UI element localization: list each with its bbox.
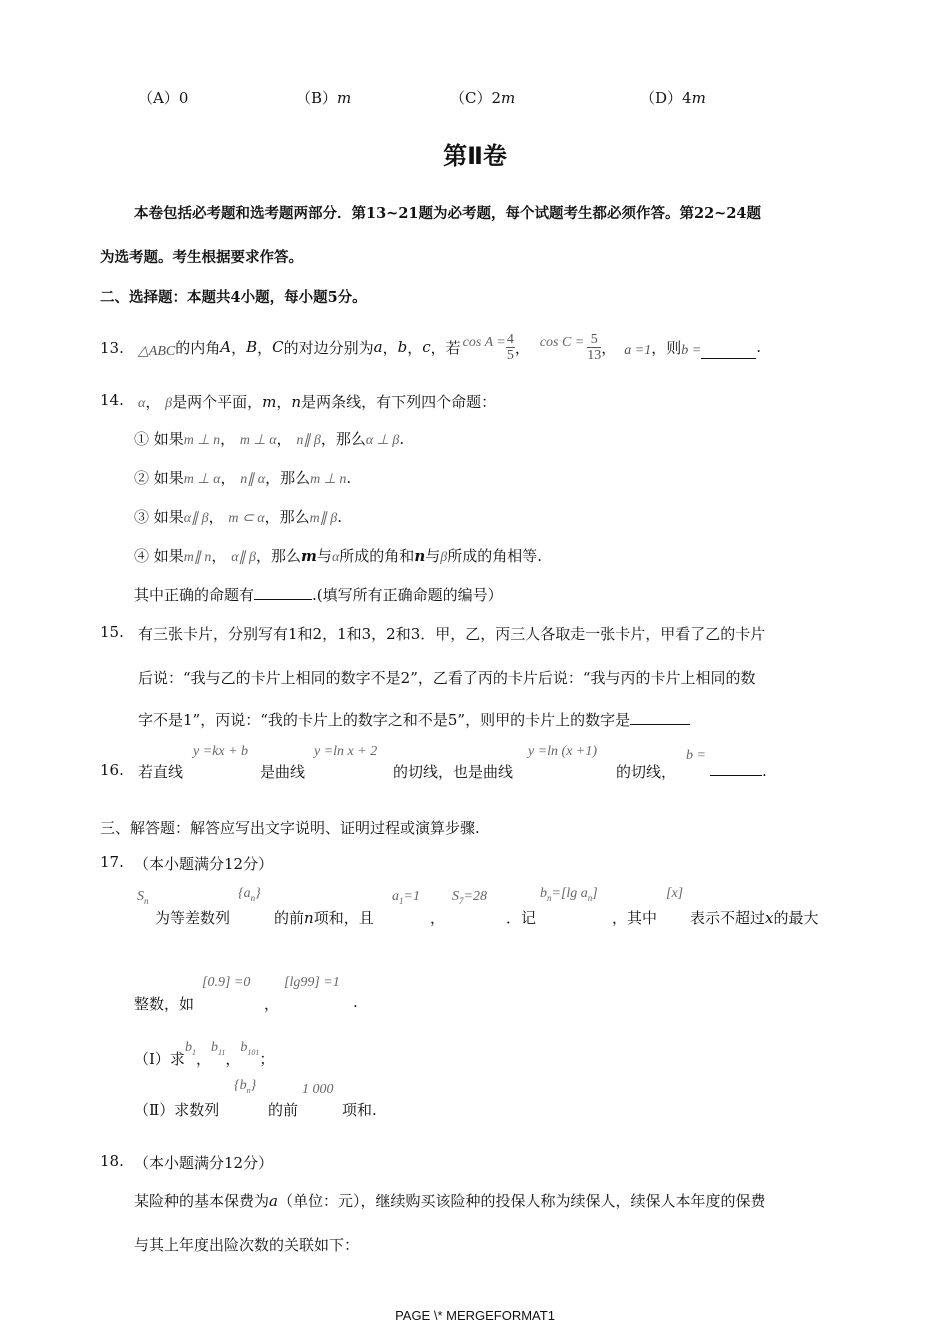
q17-bn [540, 886, 598, 903]
q14-p4-e1: m∥ n [183, 550, 212, 565]
q14-m: m [262, 393, 277, 411]
option-b-text: （B） [296, 89, 338, 107]
q17-S7-letter: S [452, 889, 459, 904]
q17-bn-inner-sub: n [587, 892, 593, 903]
q17-b11 [211, 1040, 225, 1057]
q16-e3: y =ln (x +1) [528, 744, 598, 759]
q17-t6: 表示不超过 [690, 909, 766, 927]
q16-t3: 的切线，也是曲线 [393, 763, 514, 781]
q14-p2-c2: ，那么 [265, 469, 311, 487]
q14-sep: ， [276, 393, 292, 411]
q13-body [138, 326, 761, 368]
q14-p1-c1: ， [220, 430, 236, 448]
q18-line-1 [134, 1190, 765, 1211]
q13-B: B [246, 338, 258, 356]
q17-part2-mid: 的前 [268, 1101, 299, 1119]
q13-fracA [506, 332, 515, 363]
q17-part2-num: 1 000 [302, 1082, 334, 1097]
q13-comma2: ， [601, 338, 617, 357]
intro-line-2: 为选考题。考生根据要求作答。 [100, 249, 303, 266]
q17-Sn [137, 889, 149, 906]
q15-line-3-text: 字不是1”，丙说：“我的卡片上的数字之和不是5”，则甲的卡片上的数字是 [138, 711, 631, 729]
q17-header: （本小题满分12分） [134, 855, 274, 873]
q17-part1-sep2: ， [225, 1050, 241, 1068]
q17-an-letter: {a [238, 886, 251, 901]
q14-p3-c2: ，那么 [264, 508, 310, 526]
q17-part2-end: 项和. [342, 1101, 377, 1119]
q18-a: a [269, 1192, 278, 1210]
q14-text-2: 是两条线，有下列四个命题： [301, 393, 497, 411]
q14-p2-e2: n∥ α [240, 472, 266, 487]
q17-S7-eq: =28 [463, 889, 487, 904]
q13-answer-blank[interactable] [701, 344, 756, 359]
q17-t2-line [274, 907, 374, 928]
q17-bn-sub: n [547, 892, 552, 903]
q17-bn-letter: b [540, 886, 547, 901]
q14-p4-e2: α∥ β [231, 550, 257, 565]
q17-x-bracket: [x] [666, 886, 684, 901]
q14-proposition-3 [134, 506, 342, 527]
q18-line1-pre: 某险种的基本保费为 [134, 1192, 270, 1210]
q14-p4-e4: β [440, 550, 448, 565]
q17-example-1: [0.9] =0 [202, 975, 251, 990]
q16-e1: y =kx + b [193, 744, 249, 759]
q15-answer-blank[interactable] [630, 710, 690, 725]
q17-end2: . [353, 993, 358, 1011]
q13-sep3: ， [382, 338, 398, 357]
q14-number: 14. [100, 391, 124, 409]
q13-dot: . [756, 338, 761, 356]
q13-b: b [397, 338, 408, 356]
q17-comma: ， [430, 909, 446, 927]
q14-p2-e1: m ⊥ α [183, 472, 221, 487]
q14-p1-lead: ① 如果 [134, 430, 184, 448]
q17-an [238, 886, 261, 903]
q14-p4-t5: 所成的角相等. [447, 547, 542, 565]
q17-b1-letter: b [184, 1040, 192, 1055]
q14-p3-lead: ③ 如果 [134, 508, 184, 526]
q13-A: A [220, 338, 232, 356]
q17-a1-eq: =1 [403, 889, 420, 904]
q13-triangle: △ABC [138, 343, 176, 359]
q14-p3-e2: m ⊂ α [228, 511, 265, 526]
q14-comma: ， [145, 393, 161, 411]
q16-number: 16. [100, 761, 124, 779]
q18-header: （本小题满分12分） [134, 1154, 274, 1172]
q13-sep4: ， [407, 338, 423, 357]
q14-p4-c1: ， [211, 547, 227, 565]
section-title: 第Ⅱ卷 [443, 142, 507, 170]
q13-fracC [587, 332, 601, 363]
q18-line1-post: （单位：元），继续购买该险种的投保人称为续保人，续保人本年度的保费 [277, 1192, 766, 1210]
q17-line2-pre: 整数，如 [134, 995, 195, 1013]
q14-p4-t4: 与 [425, 547, 441, 565]
q13-cosA: cos A = [462, 335, 506, 350]
q13-c: c [422, 338, 431, 356]
q17-S7-sub: 7 [459, 895, 464, 906]
q14-stem [138, 391, 496, 412]
q17-Sn-sub: n [144, 895, 149, 906]
q14-p1-c3: ，那么 [320, 430, 366, 448]
option-c-var: m [501, 89, 516, 107]
q14-proposition-2 [134, 467, 351, 488]
q14-p4-lead: ④ 如果 [134, 547, 184, 565]
q13-fracA-den: 5 [506, 347, 514, 363]
q17-a1-letter: a [392, 889, 399, 904]
q18-number: 18. [100, 1152, 124, 1170]
q17-bn2-close: } [250, 1078, 257, 1093]
q16-answer [710, 761, 767, 780]
q13-text-3: ，若 [430, 338, 461, 357]
q14-proposition-4 [134, 545, 542, 566]
q16-t2: 是曲线 [260, 763, 306, 781]
q17-Sn-letter: S [137, 889, 144, 904]
q15-line-3 [138, 709, 690, 730]
q14-answer-post: .(填写所有正确命题的编号） [312, 586, 503, 604]
q14-p4-n: n [414, 547, 426, 565]
q17-t3: 项和，且 [313, 909, 374, 927]
q14-p3-e3: m∥ β [309, 511, 338, 526]
q16-end: . [762, 762, 767, 780]
q13-number: 13. [100, 339, 124, 357]
option-b-var: m [337, 89, 352, 107]
q17-t1: 为等差数列 [155, 909, 231, 927]
q14-p2-e3: m ⊥ n [310, 472, 347, 487]
q17-b11-letter: b [210, 1040, 218, 1055]
q14-p1-e1: m ⊥ n [183, 433, 221, 448]
q17-t4: ．记 [506, 909, 537, 927]
q17-b101-letter: b [240, 1040, 248, 1055]
part3-heading: 三、解答题：解答应写出文字说明、证明过程或演算步骤. [100, 819, 480, 837]
q14-p1-e2: m ⊥ α [239, 433, 277, 448]
q16-t1: 若直线 [138, 763, 184, 781]
q13-cosC: cos C = [539, 335, 585, 350]
q17-t5: ，其中 [612, 909, 658, 927]
q16-answer-blank[interactable] [710, 761, 762, 776]
q17-b11-sub: 11 [217, 1047, 226, 1057]
q14-p1-e3: n∥ β [296, 433, 321, 448]
q13-a: a [373, 338, 383, 356]
q15-line-1: 有三张卡片，分别写有1和2，1和3，2和3．甲，乙，丙三人各取走一张卡片，甲看了乙的卡片 [138, 625, 766, 643]
q17-bn-close: ] [592, 886, 598, 901]
q13-sep2: ， [257, 338, 273, 357]
q17-number: 17. [100, 853, 124, 871]
q14-answer-blank[interactable] [254, 585, 312, 600]
option-d [640, 87, 706, 108]
q14-p1-end: . [399, 430, 405, 448]
q14-p4-e3: α [331, 550, 340, 565]
q14-n: n [291, 393, 302, 411]
q17-a1-sub: 1 [399, 895, 404, 906]
q17-example-2: [lg99] =1 [284, 975, 340, 990]
q14-p4-t2: 与 [316, 547, 332, 565]
q14-p4-m: m [301, 547, 317, 565]
q17-a1 [392, 889, 420, 906]
option-c [450, 87, 515, 108]
q17-b1 [185, 1040, 196, 1057]
q13-fracC-num: 5 [587, 332, 601, 348]
q14-p1-c2: ， [276, 430, 292, 448]
q14-answer-pre: 其中正确的命题有 [134, 586, 255, 604]
q17-part2-pre: （Ⅱ）求数列 [134, 1101, 220, 1119]
q13-sep1: ， [231, 338, 247, 357]
q17-an-close: } [255, 886, 261, 901]
part2-heading: 二、选择题：本题共4小题，每小题5分。 [100, 289, 367, 306]
q13-a-eq: a =1 [624, 343, 652, 358]
q16-e4: b = [686, 748, 706, 763]
option-a [138, 87, 188, 108]
q13-C: C [272, 338, 284, 356]
q17-x: x [765, 909, 774, 927]
q13-text-1: 的内角 [175, 338, 221, 357]
q17-t2: 的前 [274, 909, 305, 927]
q16-t4: 的切线， [616, 763, 677, 781]
q14-p3-end: . [337, 508, 342, 526]
q14-p2-c1: ， [220, 469, 236, 487]
q14-beta: β [165, 396, 173, 411]
q13-text-4: ，则 [651, 338, 682, 357]
q16-e2: y =ln x + 2 [314, 744, 378, 759]
intro-line-1: 本卷包括必考题和选考题两部分．第13~21题为必考题，每个试题考生都必须作答。第22~24题 [134, 205, 762, 222]
q15-number: 15. [100, 623, 124, 641]
q17-b101-sub: 101 [247, 1047, 260, 1057]
q17-b1-sub: 1 [191, 1047, 196, 1057]
q17-an-sub: n [250, 892, 256, 903]
q14-p2-end: . [346, 469, 352, 487]
q17-t7: 的最大 [773, 909, 819, 927]
q17-S7 [452, 889, 487, 906]
option-a-text: （A）0 [138, 89, 189, 107]
q14-alpha: α [138, 396, 146, 411]
q15-line-2: 后说：“我与乙的卡片上相同的数字不是2”，乙看了丙的卡片后说：“我与丙的卡片上相同的数 [138, 669, 756, 687]
q17-n: n [304, 909, 314, 927]
q17-part-1 [134, 1040, 275, 1069]
q17-comma2: ， [264, 995, 280, 1013]
q17-b101 [240, 1040, 259, 1057]
q14-text-1: 是两个平面， [172, 393, 263, 411]
q14-p2-lead: ② 如果 [134, 469, 184, 487]
q13-fracC-den: 13 [587, 347, 602, 363]
q17-part1-pre: （Ⅰ）求 [134, 1050, 185, 1068]
q17-bn2-letter: {b [234, 1078, 247, 1093]
q14-p4-t1: ，那么 [256, 547, 302, 565]
q13-b-eq: b = [681, 343, 702, 358]
q17-part1-end: ； [259, 1050, 275, 1068]
q14-p3-e1: α∥ β [183, 511, 209, 526]
option-c-text: （C）2 [450, 89, 502, 107]
option-d-var: m [691, 89, 706, 107]
q14-p1-e4: α ⊥ β [365, 433, 400, 448]
q13-comma1: ， [514, 338, 530, 357]
page-footer: PAGE \* MERGEFORMAT1 [395, 1308, 555, 1323]
q17-bn-eq: =[lg a [551, 886, 588, 901]
q14-p4-t3: 所成的角和 [339, 547, 415, 565]
q14-proposition-1 [134, 428, 404, 449]
q17-bn2 [234, 1078, 256, 1095]
q17-part1-sep1: ， [195, 1050, 211, 1068]
option-d-text: （D）4 [640, 89, 692, 107]
q14-answer-line [134, 584, 503, 605]
q13-text-2: 的对边分别为 [283, 338, 374, 357]
option-b [296, 87, 351, 108]
q18-line-2: 与其上年度出险次数的关联如下： [134, 1236, 360, 1254]
q17-bn2-sub: n [246, 1085, 251, 1095]
q14-p3-c1: ， [208, 508, 224, 526]
q17-t6-line [690, 907, 819, 928]
q13-fracA-num: 4 [506, 331, 514, 347]
